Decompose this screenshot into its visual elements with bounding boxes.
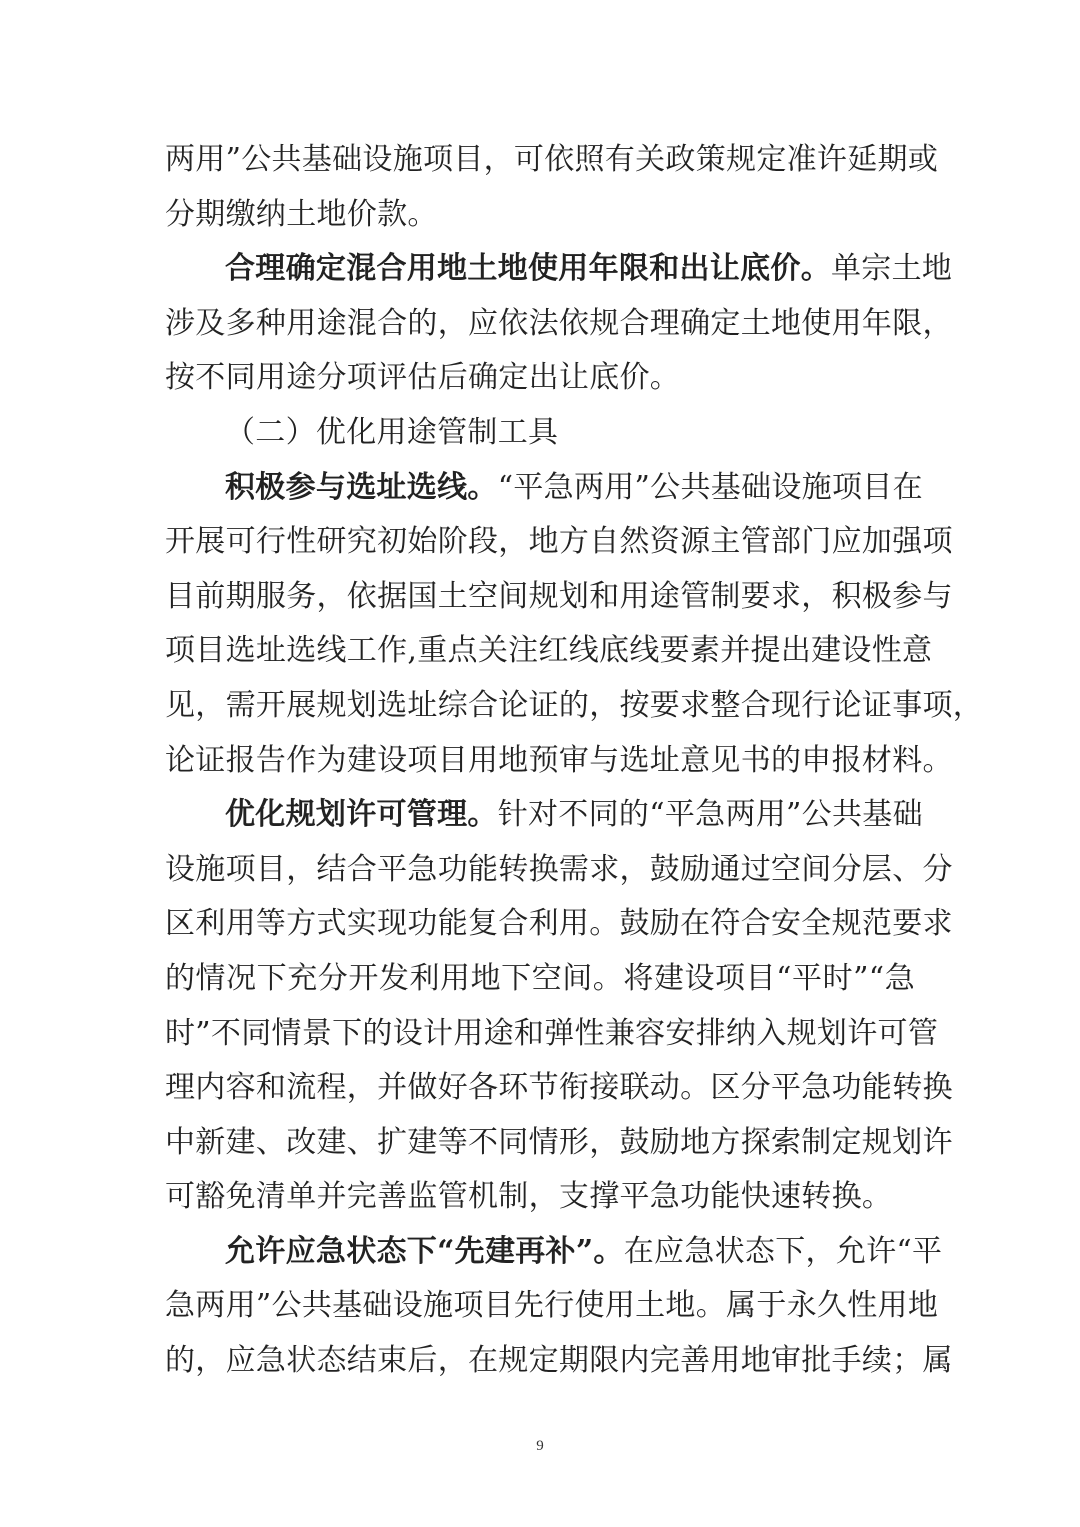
text-line: 涉及多种用途混合的，应依法依规合理确定土地使用年限， xyxy=(165,305,953,341)
text-line: 的，应急状态结束后，在规定期限内完善用地审批手续；属 xyxy=(165,1343,953,1379)
text-line: 论证报告作为建设项目用地预审与选址意见书的申报材料。 xyxy=(165,742,953,778)
text-line: 分期缴纳土地价款。 xyxy=(165,196,438,232)
paragraph-text: 在应急状态下，允许“平 xyxy=(623,1233,943,1269)
page-number: 9 xyxy=(536,1438,544,1454)
section-title: （二）优化用途管制工具 xyxy=(225,414,559,450)
paragraph-text: 单宗土地 xyxy=(831,251,953,287)
text-line: 设施项目，结合平急功能转换需求，鼓励通过空间分层、分 xyxy=(165,851,953,887)
document-body xyxy=(165,133,984,1389)
paragraph-first-line xyxy=(165,788,923,843)
paragraph-text: 针对不同的“平急两用”公共基础 xyxy=(497,797,923,833)
paragraph-heading: 优化规划许可管理。 xyxy=(225,797,498,833)
text-line: 的情况下充分开发利用地下空间。将建设项目“平时”“急 xyxy=(165,960,915,996)
paragraph-heading: 合理确定混合用地土地使用年限和出让底价。 xyxy=(225,251,831,287)
paragraph-heading: 允许应急状态下“先建再补”。 xyxy=(225,1233,624,1269)
paragraph-mixed-land-use xyxy=(165,242,953,406)
text-line: 可豁免清单并完善监管机制，支撑平急功能快速转换。 xyxy=(165,1179,893,1215)
text-line: 理内容和流程，并做好各环节衔接联动。区分平急功能转换 xyxy=(165,1070,953,1106)
text-line: 两用”公共基础设施项目，可依照有关政策规定准许延期或 xyxy=(165,142,939,177)
paragraph-first-line xyxy=(165,1225,943,1280)
text-line: 项目选址选线工作,重点关注红线底线要素并提出建设性意 xyxy=(165,633,933,669)
text-line: 时”不同情景下的设计用途和弹性兼容安排纳入规划许可管 xyxy=(165,1015,939,1051)
text-line: 按不同用途分项评估后确定出让底价。 xyxy=(165,360,681,396)
paragraph-first-line xyxy=(165,242,953,297)
paragraph-planning-permit xyxy=(165,788,953,1225)
paragraph-heading: 积极参与选址选线。 xyxy=(225,469,498,505)
text-line: 见，需开展规划选址综合论证的，按要求整合现行论证事项， xyxy=(165,687,984,723)
paragraph-continuation xyxy=(165,133,939,242)
paragraph-first-line xyxy=(165,461,923,516)
text-line: 中新建、改建、扩建等不同情形，鼓励地方探索制定规划许 xyxy=(165,1124,953,1160)
paragraph-emergency xyxy=(165,1225,953,1389)
paragraph-site-selection xyxy=(165,461,984,789)
text-line: 目前期服务，依据国土空间规划和用途管制要求，积极参与 xyxy=(165,578,953,614)
text-line: 区利用等方式实现功能复合利用。鼓励在符合安全规范要求 xyxy=(165,906,953,942)
text-line: 开展可行性研究初始阶段，地方自然资源主管部门应加强项 xyxy=(165,524,953,560)
paragraph-text: “平急两用”公共基础设施项目在 xyxy=(497,469,923,505)
text-line: 急两用”公共基础设施项目先行使用土地。属于永久性用地 xyxy=(165,1288,939,1324)
